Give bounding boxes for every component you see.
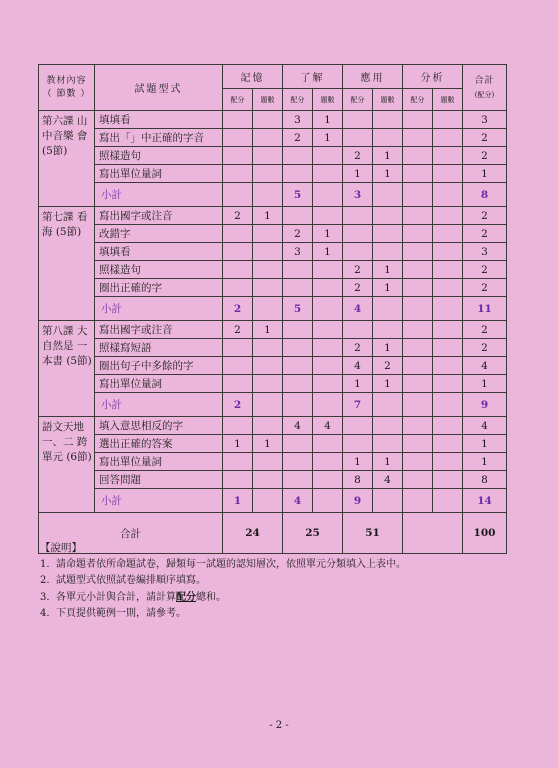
value-cell: [253, 417, 283, 435]
value-cell: [313, 339, 343, 357]
value-cell: 1: [373, 453, 403, 471]
table-row: [39, 207, 507, 225]
value-cell: [223, 339, 253, 357]
value-cell: [253, 147, 283, 165]
grand-total-value-cell: 51: [343, 513, 403, 554]
value-cell: [433, 261, 463, 279]
subtotal-score-cell: [223, 183, 253, 207]
subtotal-row: [39, 393, 507, 417]
value-cell: [283, 375, 313, 393]
value-cell: 1: [313, 129, 343, 147]
table-body: [39, 111, 507, 554]
subtotal-total-cell: 9: [463, 393, 507, 417]
value-cell: 1: [373, 165, 403, 183]
item-type-cell: 寫出「」中正確的字音: [95, 129, 223, 147]
sub-header-count: 題數: [373, 89, 403, 111]
table-row: [39, 147, 507, 165]
row-total-cell: 2: [463, 279, 507, 297]
value-cell: [343, 243, 373, 261]
value-cell: [313, 375, 343, 393]
row-total-cell: 2: [463, 261, 507, 279]
subtotal-score-cell: 5: [283, 297, 313, 321]
value-cell: [403, 321, 433, 339]
subtotal-count-cell: [433, 297, 463, 321]
notes-title: 【說明】: [40, 542, 82, 554]
unit-name-cell: 第七課 看海 (5節): [39, 207, 95, 321]
item-type-cell: 照樣寫短語: [95, 339, 223, 357]
subtotal-total-cell: 14: [463, 489, 507, 513]
subtotal-score-cell: 2: [223, 393, 253, 417]
table-row: [39, 129, 507, 147]
subtotal-count-cell: [253, 489, 283, 513]
value-cell: 3: [283, 243, 313, 261]
value-cell: [283, 453, 313, 471]
value-cell: [223, 357, 253, 375]
subtotal-count-cell: [433, 489, 463, 513]
value-cell: 8: [343, 471, 373, 489]
subtotal-score-cell: 4: [283, 489, 313, 513]
item-type-cell: 寫出國字或注音: [95, 321, 223, 339]
item-type-cell: 圈出句子中多餘的字: [95, 357, 223, 375]
table-row: [39, 417, 507, 435]
specification-table: [38, 64, 507, 554]
total-header-sub: (配分): [474, 90, 495, 99]
value-cell: [403, 471, 433, 489]
sub-header-count: 題數: [433, 89, 463, 111]
value-cell: [433, 165, 463, 183]
subtotal-row: [39, 297, 507, 321]
value-cell: [373, 243, 403, 261]
value-cell: 1: [223, 435, 253, 453]
value-cell: [403, 453, 433, 471]
value-cell: 2: [223, 321, 253, 339]
value-cell: [253, 261, 283, 279]
note-number: 3.: [40, 591, 50, 603]
value-cell: [313, 279, 343, 297]
value-cell: [253, 375, 283, 393]
value-cell: [373, 225, 403, 243]
value-cell: 2: [283, 129, 313, 147]
subtotal-label: 小計: [95, 489, 223, 513]
subtotal-count-cell: [313, 489, 343, 513]
subtotal-score-cell: 3: [343, 183, 373, 207]
value-cell: [253, 111, 283, 129]
grand-total-value-cell: 24: [223, 513, 283, 554]
value-cell: [223, 471, 253, 489]
row-total-cell: 2: [463, 321, 507, 339]
value-cell: [283, 471, 313, 489]
note-text: 總和。: [196, 591, 226, 603]
note-line: [40, 557, 520, 574]
value-cell: [373, 321, 403, 339]
row-total-cell: 2: [463, 339, 507, 357]
value-cell: 1: [253, 435, 283, 453]
value-cell: 4: [313, 417, 343, 435]
grand-total-label: 合計: [39, 513, 223, 554]
unit-column-header: 教材內容 （ 節數 ）: [39, 65, 95, 111]
sub-header-score: 配分: [403, 89, 433, 111]
value-cell: [403, 435, 433, 453]
value-cell: [313, 207, 343, 225]
value-cell: [223, 225, 253, 243]
subtotal-count-cell: [253, 297, 283, 321]
value-cell: 1: [373, 279, 403, 297]
row-total-cell: 1: [463, 375, 507, 393]
sub-header-count: 題數: [253, 89, 283, 111]
subtotal-count-cell: [373, 489, 403, 513]
table-row: [39, 339, 507, 357]
value-cell: 2: [343, 279, 373, 297]
value-cell: [223, 111, 253, 129]
value-cell: [283, 321, 313, 339]
value-cell: [403, 225, 433, 243]
value-cell: [313, 261, 343, 279]
value-cell: [223, 243, 253, 261]
value-cell: [403, 207, 433, 225]
sub-header-score: 配分: [283, 89, 313, 111]
type-column-header: 試題型式: [95, 65, 223, 111]
item-type-cell: 圈出正確的字: [95, 279, 223, 297]
page-number: - 2 -: [269, 720, 289, 731]
unit-name-cell: 第八課 大自然是 一本書 (5節): [39, 321, 95, 417]
note-text: 請命題者依所命題試卷，歸類每一試題的認知層次，依照單元分類填入上表中。: [56, 558, 406, 570]
value-cell: [343, 417, 373, 435]
table-row: [39, 279, 507, 297]
unit-name-cell: 語文天地 一、二 跨單元 (6節): [39, 417, 95, 513]
value-cell: [313, 165, 343, 183]
value-cell: 1: [343, 165, 373, 183]
value-cell: [373, 207, 403, 225]
item-type-cell: 填填看: [95, 243, 223, 261]
table-row: [39, 165, 507, 183]
subtotal-score-cell: 1: [223, 489, 253, 513]
value-cell: [403, 339, 433, 357]
subtotal-count-cell: [433, 393, 463, 417]
value-cell: [403, 129, 433, 147]
value-cell: [283, 339, 313, 357]
note-number: 1.: [40, 558, 50, 570]
subtotal-total-cell: 11: [463, 297, 507, 321]
value-cell: [223, 417, 253, 435]
value-cell: [433, 375, 463, 393]
row-total-cell: 4: [463, 417, 507, 435]
value-cell: 2: [343, 261, 373, 279]
note-line: [40, 573, 520, 590]
table-row: [39, 435, 507, 453]
table-row: [39, 375, 507, 393]
subtotal-score-cell: [403, 393, 433, 417]
item-type-cell: 改錯字: [95, 225, 223, 243]
value-cell: [343, 435, 373, 453]
value-cell: [343, 321, 373, 339]
subtotal-count-cell: [373, 183, 403, 207]
subtotal-label: 小計: [95, 183, 223, 207]
subtotal-score-cell: 4: [343, 297, 373, 321]
value-cell: [223, 261, 253, 279]
row-total-cell: 3: [463, 243, 507, 261]
level-header-understand: 了解: [283, 65, 343, 89]
value-cell: 2: [223, 207, 253, 225]
value-cell: [403, 357, 433, 375]
subtotal-count-cell: [313, 183, 343, 207]
total-header-label: 合計: [474, 75, 495, 86]
value-cell: [223, 453, 253, 471]
value-cell: [283, 147, 313, 165]
value-cell: [343, 111, 373, 129]
value-cell: [283, 279, 313, 297]
total-column-header: [463, 65, 507, 111]
row-total-cell: 3: [463, 111, 507, 129]
value-cell: [313, 471, 343, 489]
value-cell: [433, 147, 463, 165]
note-emphasis: 配分: [176, 591, 196, 603]
item-type-cell: 填填看: [95, 111, 223, 129]
subtotal-count-cell: [373, 297, 403, 321]
value-cell: [433, 129, 463, 147]
value-cell: [433, 279, 463, 297]
value-cell: [343, 129, 373, 147]
table-row: [39, 261, 507, 279]
value-cell: [433, 417, 463, 435]
value-cell: [403, 147, 433, 165]
value-cell: [313, 357, 343, 375]
value-cell: [223, 147, 253, 165]
subtotal-count-cell: [313, 297, 343, 321]
sub-header-score: 配分: [343, 89, 373, 111]
value-cell: 1: [313, 225, 343, 243]
row-total-cell: 8: [463, 471, 507, 489]
subtotal-count-cell: [433, 183, 463, 207]
value-cell: [433, 357, 463, 375]
row-total-cell: 1: [463, 453, 507, 471]
row-total-cell: 2: [463, 129, 507, 147]
value-cell: [433, 471, 463, 489]
subtotal-row: [39, 183, 507, 207]
subtotal-label: 小計: [95, 297, 223, 321]
grand-total-sum-cell: 100: [463, 513, 507, 554]
unit-name-cell: 第六課 山中音樂 會 (5節): [39, 111, 95, 207]
value-cell: [283, 261, 313, 279]
value-cell: [253, 165, 283, 183]
value-cell: 1: [253, 321, 283, 339]
notes-section: [40, 540, 520, 623]
item-type-cell: 照樣造句: [95, 261, 223, 279]
value-cell: 1: [373, 375, 403, 393]
note-line: [40, 606, 520, 623]
value-cell: [223, 165, 253, 183]
value-cell: [313, 453, 343, 471]
value-cell: [373, 435, 403, 453]
subtotal-score-cell: 9: [343, 489, 373, 513]
item-type-cell: 回答問題: [95, 471, 223, 489]
value-cell: [253, 279, 283, 297]
level-header-apply: 應用: [343, 65, 403, 89]
value-cell: [403, 243, 433, 261]
item-type-cell: 寫出國字或注音: [95, 207, 223, 225]
value-cell: 3: [283, 111, 313, 129]
value-cell: [433, 453, 463, 471]
table-row: [39, 111, 507, 129]
subtotal-score-cell: [283, 393, 313, 417]
subtotal-count-cell: [313, 393, 343, 417]
row-total-cell: 2: [463, 225, 507, 243]
subtotal-score-cell: [403, 489, 433, 513]
value-cell: [373, 111, 403, 129]
value-cell: 2: [343, 147, 373, 165]
value-cell: [373, 129, 403, 147]
value-cell: [223, 279, 253, 297]
value-cell: [403, 279, 433, 297]
table-row: [39, 471, 507, 489]
item-type-cell: 照樣造句: [95, 147, 223, 165]
value-cell: [403, 165, 433, 183]
value-cell: [313, 321, 343, 339]
grand-total-value-cell: 25: [283, 513, 343, 554]
subtotal-total-cell: 8: [463, 183, 507, 207]
value-cell: [283, 207, 313, 225]
note-text: 各單元小計與合計，請計算: [56, 591, 176, 603]
subtotal-score-cell: [403, 183, 433, 207]
value-cell: [253, 471, 283, 489]
value-cell: 4: [343, 357, 373, 375]
value-cell: [433, 435, 463, 453]
value-cell: [253, 243, 283, 261]
value-cell: [343, 207, 373, 225]
table-row: [39, 243, 507, 261]
value-cell: [253, 225, 283, 243]
value-cell: 1: [313, 243, 343, 261]
value-cell: 1: [373, 339, 403, 357]
subtotal-score-cell: 5: [283, 183, 313, 207]
value-cell: 1: [253, 207, 283, 225]
subtotal-label: 小計: [95, 393, 223, 417]
note-line: [40, 590, 520, 607]
value-cell: 2: [283, 225, 313, 243]
value-cell: [403, 111, 433, 129]
value-cell: [283, 435, 313, 453]
item-type-cell: 寫出單位量詞: [95, 165, 223, 183]
value-cell: 4: [283, 417, 313, 435]
value-cell: 1: [343, 453, 373, 471]
sub-header-score: 配分: [223, 89, 253, 111]
value-cell: 1: [373, 147, 403, 165]
row-total-cell: 1: [463, 435, 507, 453]
value-cell: [343, 225, 373, 243]
value-cell: [253, 453, 283, 471]
value-cell: [433, 321, 463, 339]
subtotal-score-cell: 7: [343, 393, 373, 417]
value-cell: [283, 165, 313, 183]
table-row: [39, 453, 507, 471]
subtotal-score-cell: [403, 297, 433, 321]
value-cell: [253, 339, 283, 357]
value-cell: 4: [373, 471, 403, 489]
value-cell: [433, 207, 463, 225]
subtotal-count-cell: [253, 183, 283, 207]
level-header-analyze: 分析: [403, 65, 463, 89]
note-text: 試題型式依照試卷編排順序填寫。: [56, 575, 206, 586]
value-cell: [253, 357, 283, 375]
level-header-memory: 記憶: [223, 65, 283, 89]
item-type-cell: 寫出單位量詞: [95, 453, 223, 471]
row-total-cell: 2: [463, 147, 507, 165]
subtotal-score-cell: 2: [223, 297, 253, 321]
value-cell: [403, 261, 433, 279]
value-cell: 1: [313, 111, 343, 129]
value-cell: [433, 243, 463, 261]
note-number: 4.: [40, 608, 50, 619]
value-cell: [283, 357, 313, 375]
subtotal-count-cell: [253, 393, 283, 417]
value-cell: [403, 417, 433, 435]
value-cell: 2: [343, 339, 373, 357]
value-cell: [223, 375, 253, 393]
value-cell: [373, 417, 403, 435]
table-row: [39, 321, 507, 339]
table-row: [39, 357, 507, 375]
subtotal-count-cell: [373, 393, 403, 417]
note-number: 2.: [40, 575, 50, 586]
item-type-cell: 填入意思相反的字: [95, 417, 223, 435]
value-cell: 1: [373, 261, 403, 279]
item-type-cell: 選出正確的答案: [95, 435, 223, 453]
value-cell: [403, 375, 433, 393]
subtotal-row: [39, 489, 507, 513]
row-total-cell: 1: [463, 165, 507, 183]
value-cell: 2: [373, 357, 403, 375]
value-cell: [223, 129, 253, 147]
item-type-cell: 寫出單位量詞: [95, 375, 223, 393]
value-cell: [433, 339, 463, 357]
table-row: [39, 225, 507, 243]
note-text: 下頁提供範例一則，請參考。: [56, 608, 186, 619]
value-cell: [433, 111, 463, 129]
value-cell: [433, 225, 463, 243]
value-cell: [313, 435, 343, 453]
value-cell: 1: [343, 375, 373, 393]
row-total-cell: 2: [463, 207, 507, 225]
value-cell: [253, 129, 283, 147]
row-total-cell: 4: [463, 357, 507, 375]
value-cell: [313, 147, 343, 165]
sub-header-count: 題數: [313, 89, 343, 111]
